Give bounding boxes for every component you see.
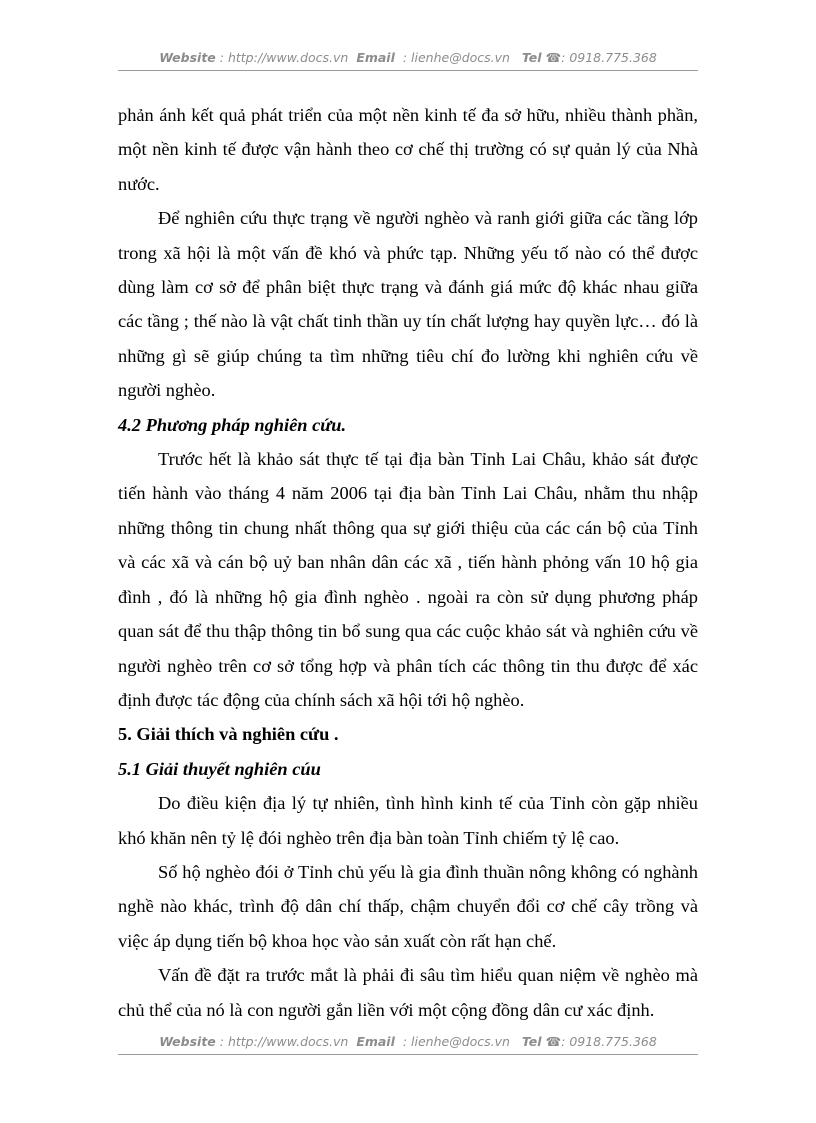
header-tel-label: Tel [521, 50, 542, 65]
section-heading-5: 5. Giải thích và nghiên cứu . [118, 724, 339, 745]
footer-email-label: Email [356, 1034, 395, 1049]
paragraph: phản ánh kết quả phát triển của một nền kinh tế đa sở hữu, nhiều thành phần, một nền kinh tế được vận hành theo cơ chế thị trường có sự quản lý của Nhà nước. [118, 105, 698, 194]
header-divider [118, 70, 698, 71]
page-header [118, 50, 698, 65]
paragraph: Để nghiên cứu thực trạng về người nghèo và ranh giới giữa các tầng lớp trong xã hội là một vấn đề khó và phức tạp. Những yếu tố nào có thể được dùng làm cơ sở để phân biệt thực trạng và đánh giá mức độ khác nhau giữa các tầng ; thế nào là vật chất tinh thần uy tín chất lượng hay quyền lực… đó là những gì sẽ giúp chúng ta tìm những tiêu chí đo lường khi nghiên cứu về người nghèo. [118, 208, 698, 401]
footer-tel-label: Tel [521, 1034, 542, 1049]
phone-icon: ☎ [545, 1034, 562, 1049]
footer-divider [118, 1054, 698, 1055]
header-website-url: : http://www.docs.vn [219, 50, 349, 65]
footer-tel-number: : 0918.775.368 [561, 1034, 657, 1049]
footer-website-url: : http://www.docs.vn [219, 1034, 349, 1049]
header-tel-number: : 0918.775.368 [561, 50, 657, 65]
section-heading-5-1: 5.1 Giải thuyết nghiên cúu [118, 758, 321, 779]
footer-website-label: Website [159, 1034, 216, 1049]
phone-icon: ☎ [545, 50, 562, 65]
page-footer [118, 1034, 698, 1049]
paragraph: Trước hết là khảo sát thực tế tại địa bàn Tỉnh Lai Châu, khảo sát được tiến hành vào tháng 4 năm 2006 tại địa bàn Tỉnh Lai Châu, nhằm thu nhập những thông tin chung nhất thông qua sự giới thiệu của các cán bộ của Tỉnh và các xã và cán bộ uỷ ban nhân dân các xã , tiến hành phỏng vấn 10 hộ gia đình , đó là những hộ gia đình nghèo . ngoài ra còn sử dụng phương pháp quan sát để thu thập thông tin bổ sung qua các cuộc khảo sát và nghiên cứu về người nghèo trên cơ sở tổng hợp và phân tích các thông tin thu được để xác định được tác động của chính sách xã hội tới hộ nghèo. [118, 449, 698, 710]
document-body [118, 98, 698, 1027]
header-email-label: Email [356, 50, 395, 65]
section-heading-4-2: 4.2 Phương pháp nghiên cứu. [118, 414, 347, 435]
paragraph: Số hộ nghèo đói ở Tỉnh chủ yếu là gia đình thuần nông không có nghành nghề nào khác, trình độ dân chí thấp, chậm chuyển đổi cơ chế cây trồng và việc áp dụng tiến bộ khoa học vào sản xuất còn rất hạn chế. [118, 861, 698, 951]
footer-email-address: : lienhe@docs.vn [402, 1034, 510, 1049]
paragraph: Vấn đề đặt ra trước mắt là phải đi sâu tìm hiểu quan niệm về nghèo mà chủ thể của nó là con người gắn liền với một cộng đồng dân cư xác định. [118, 965, 698, 1020]
paragraph: Do điều kiện địa lý tự nhiên, tình hình kinh tế của Tỉnh còn gặp nhiều khó khăn nên tỷ lệ đói nghèo trên địa bàn toàn Tỉnh chiếm tỷ lệ cao. [118, 793, 698, 848]
header-email-address: : lienhe@docs.vn [402, 50, 510, 65]
header-website-label: Website [159, 50, 216, 65]
